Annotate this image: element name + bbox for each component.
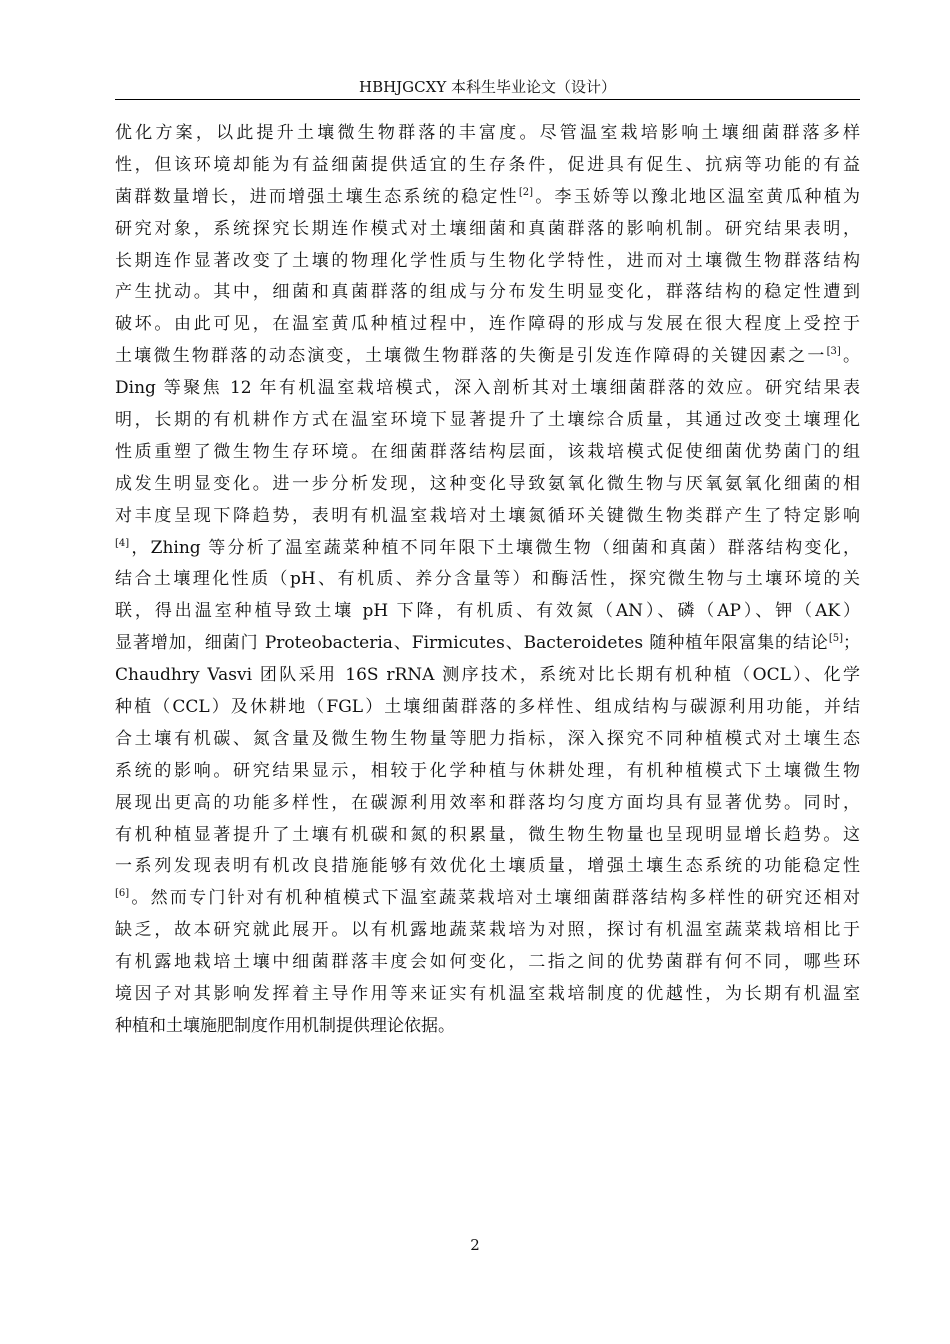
text-line [115, 692, 860, 724]
text-line [115, 150, 860, 182]
text-line [115, 533, 860, 565]
line-text: 合土壤有机碳、氮含量及微生物生物量等肥力指标，深入探究不同种植模式对土壤生态 [115, 728, 860, 749]
line-text: 明，长期的有机耕作方式在温室环境下显著提升了土壤综合质量，其通过改变土壤理化 [115, 410, 860, 431]
line-text: 有机露地栽培土壤中细菌群落丰度会如何变化，二指之间的优势菌群有何不同，哪些环 [115, 952, 860, 973]
line-text: 显著增加，细菌门 Proteobacteria、Firmicutes、Bacteroidetes 随种植年限富集的结论 [115, 633, 829, 654]
text-line [115, 277, 860, 309]
line-text: 有机种植显著提升了土壤有机碳和氮的积累量，微生物生物量也呈现明显增长趋势。这 [115, 824, 860, 845]
line-text: 性，但该环境却能为有益细菌提供适宜的生存条件，促进具有促生、抗病等功能的有益 [115, 154, 860, 175]
line-text: 优化方案，以此提升土壤微生物群落的丰富度。尽管温室栽培影响土壤细菌群落多样 [115, 123, 860, 143]
line-text: 系统的影响。研究结果显示，相较于化学种植与休耕处理，有机种植模式下土壤微生物 [115, 760, 860, 781]
line-text-continued: ； [843, 633, 860, 654]
line-text: 缺乏，故本研究就此展开。以有机露地蔬菜栽培为对照，探讨有机温室蔬菜栽培相比于 [115, 920, 860, 941]
line-text: 成发生明显变化。进一步分析发现，这种变化导致氨氧化微生物与厌氧氨氧化细菌的相 [115, 473, 860, 494]
body-paragraph [115, 118, 860, 1043]
line-text: Chaudhry Vasvi 团队采用 16S rRNA 测序技术，系统对比长期有机种植（OCL）、化学 [115, 665, 860, 686]
text-line [115, 182, 860, 214]
text-line [115, 405, 860, 437]
citation-ref: [4] [115, 537, 130, 549]
line-text-continued: 。然而专门针对有机种植模式下温室蔬菜栽培对土壤细菌群落结构多样性的研究还相对 [129, 888, 860, 909]
line-text: 性质重塑了微生物生存环境。在细菌群落结构层面，该栽培模式促使细菌优势菌门的组 [115, 441, 860, 462]
citation-ref: [2] [518, 186, 534, 198]
line-text: 种植（CCL）及休耕地（FGL）土壤细菌群落的多样性、组成结构与碳源利用功能，并结 [115, 697, 860, 718]
header-rule [115, 99, 860, 100]
line-text: 产生扰动。其中，细菌和真菌群落的组成与分布发生明显变化，群落结构的稳定性遭到 [115, 282, 860, 303]
page-number: 2 [470, 1236, 480, 1254]
text-line [115, 246, 860, 278]
text-line [115, 660, 860, 692]
text-line [115, 1011, 860, 1043]
text-line [115, 724, 860, 756]
citation-ref: [3] [826, 346, 841, 358]
text-line [115, 501, 860, 533]
line-text: 结合土壤理化性质（pH、有机质、养分含量等）和酶活性，探究微生物与土壤环境的关 [115, 569, 860, 590]
text-line [115, 309, 860, 341]
line-text: 对丰度呈现下降趋势，表明有机温室栽培对土壤氮循环关键微生物类群产生了特定影响 [115, 505, 860, 526]
text-line [115, 851, 860, 883]
line-text: 土壤微生物群落的动态演变，土壤微生物群落的失衡是引发连作障碍的关键因素之一 [115, 346, 827, 367]
line-text: 破坏。由此可见，在温室黄瓜种植过程中，连作障碍的形成与发展在很大程度上受控于 [115, 314, 860, 335]
text-line [115, 756, 860, 788]
line-text: 长期连作显著改变了土壤的物理化学性质与生物化学特性，进而对土壤微生物群落结构 [115, 250, 860, 271]
text-line [115, 437, 860, 469]
line-text-continued: 。 [840, 346, 861, 367]
line-text: 研究对象，系统探究长期连作模式对土壤细菌和真菌群落的影响机制。研究结果表明， [115, 218, 860, 239]
text-line [115, 469, 860, 501]
text-line [115, 979, 860, 1011]
citation-ref: [5] [828, 633, 843, 645]
line-text: 种植和土壤施肥制度作用机制提供理论依据。 [115, 1015, 455, 1036]
line-text: 菌群数量增长，进而增强土壤生态系统的稳定性 [115, 186, 519, 207]
text-line [115, 820, 860, 852]
line-text: Ding 等聚焦 12 年有机温室栽培模式，深入剖析其对土壤细菌群落的效应。研究结果表 [115, 378, 860, 399]
line-text: 一系列发现表明有机改良措施能够有效优化土壤质量，增强土壤生态系统的功能稳定性 [115, 856, 860, 877]
text-line [115, 341, 860, 373]
text-line [115, 883, 860, 915]
line-text: 境因子对其影响发挥着主导作用等来证实有机温室栽培制度的优越性，为长期有机温室 [115, 984, 860, 1005]
text-line [115, 915, 860, 947]
text-line [115, 564, 860, 596]
text-line [115, 628, 860, 660]
text-line [115, 947, 860, 979]
text-line [115, 118, 860, 150]
text-line [115, 214, 860, 246]
text-line [115, 373, 860, 405]
text-line [115, 596, 860, 628]
text-line [115, 788, 860, 820]
running-header: HBHJGCXY 本科生毕业论文（设计） [358, 78, 616, 96]
line-text-continued: 。李玉娇等以豫北地区温室黄瓜种植为 [533, 186, 861, 207]
line-text: 展现出更高的功能多样性，在碳源利用效率和群落均匀度方面均具有显著优势。同时， [115, 792, 860, 813]
citation-ref: [6] [115, 888, 130, 900]
line-text: 联，得出温室种植导致土壤 pH 下降，有机质、有效氮（AN）、磷（AP）、钾（AK） [115, 601, 860, 622]
line-text-continued: ，Zhing 等分析了温室蔬菜种植不同年限下土壤微生物（细菌和真菌）群落结构变化， [129, 537, 860, 558]
